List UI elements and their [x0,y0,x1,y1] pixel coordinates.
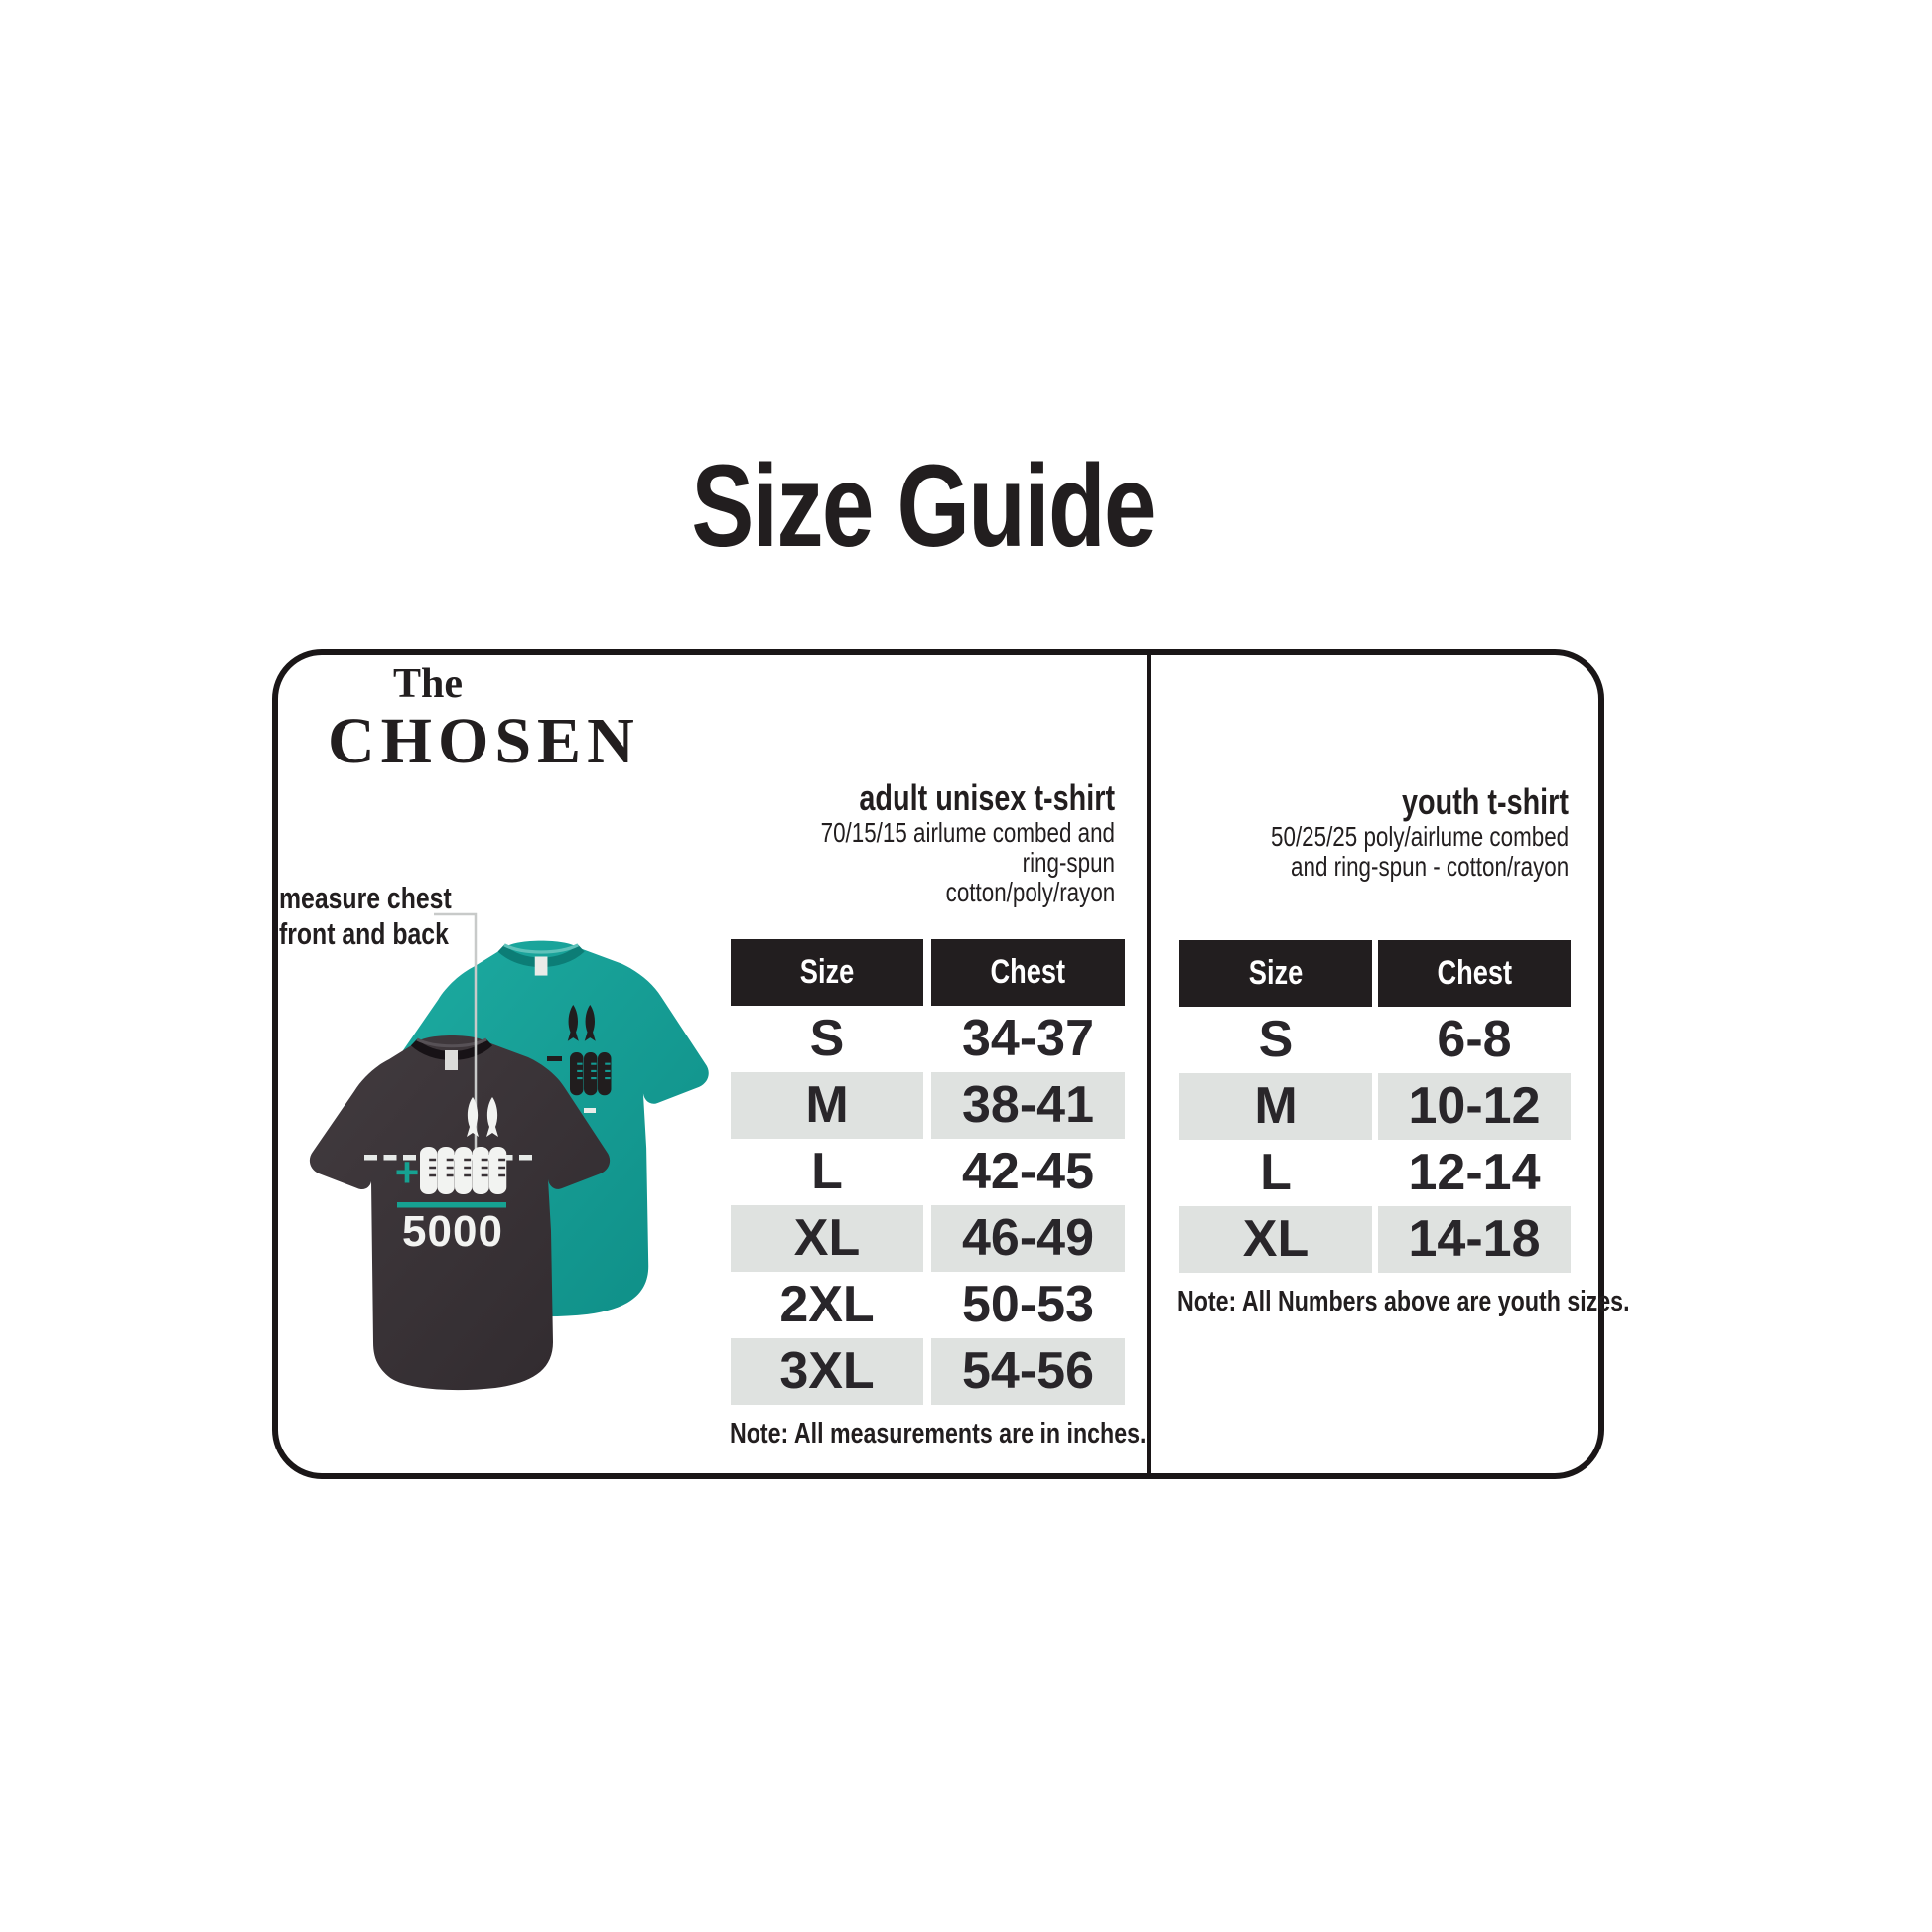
size-cell: M [1179,1073,1372,1140]
adult-section-heading [695,778,1115,907]
adult-size-table [731,939,1125,1405]
loaf-icon [420,1147,437,1194]
table-row [731,1006,1125,1072]
chest-cell: 10-12 [1378,1073,1571,1140]
teal-neck-tag [535,956,548,975]
chest-cell: 46-49 [931,1205,1125,1272]
table-row [1179,1007,1571,1073]
table-row [1179,1206,1571,1273]
size-cell: S [809,1010,845,1067]
size-cell: L [1260,1144,1292,1201]
size-cell: 3XL [731,1338,923,1405]
panel-divider [1147,653,1151,1475]
youth-table-note: Note: All Numbers above are youth sizes. [1177,1286,1630,1317]
table-row [731,1272,1125,1338]
size-column-header: Size [731,939,923,1006]
table-row [731,1072,1125,1139]
loaf-icon [489,1147,506,1194]
size-cell: XL [731,1205,923,1272]
five-thousand-label: 5000 [402,1207,503,1256]
chest-cell: 14-18 [1378,1206,1571,1273]
youth-title: youth t-shirt [1402,781,1569,822]
adult-table-note: Note: All measurements are in inches. [730,1418,1147,1449]
youth-subtitle-line1: 50/25/25 poly/airlume combed [1270,821,1569,852]
measure-chest-line2: front and back [279,916,449,951]
size-column-header: Size [1179,940,1372,1007]
measure-chest-line1: measure chest [279,881,452,915]
brand-logo [328,661,655,777]
brand-logo-line2: CHOSEN [328,705,640,777]
youth-section-heading [1152,782,1569,882]
table-row [731,1338,1125,1405]
chest-column-header: Chest [931,939,1125,1006]
adult-subtitle-line1: 70/15/15 airlume combed and ring-spun [820,817,1115,878]
chest-column-header: Chest [1378,940,1571,1007]
adult-title: adult unisex t-shirt [859,777,1115,818]
table-row [731,1139,1125,1205]
loaf-icon [455,1147,472,1194]
page-title-wrap [0,439,1847,574]
chest-cell: 54-56 [931,1338,1125,1405]
loaf-icon [584,1052,598,1095]
chest-cell: 34-37 [962,1010,1094,1067]
chest-cell: 50-53 [962,1276,1094,1333]
adult-subtitle-line2: cotton/poly/rayon [945,877,1115,907]
loaf-icon [598,1052,612,1095]
table-header-row [731,939,1125,1006]
brand-logo-line1: The [393,661,464,707]
size-cell: 2XL [779,1276,875,1333]
table-row [1179,1140,1571,1206]
size-cell: M [731,1072,923,1139]
size-cell: L [811,1143,843,1200]
loaf-icon [570,1052,584,1095]
chest-cell: 12-14 [1408,1144,1541,1201]
table-header-row [1179,940,1571,1007]
loaf-icon [473,1147,489,1194]
size-cell: XL [1179,1206,1372,1273]
table-row [731,1205,1125,1272]
plus-sign: + [394,1149,420,1195]
youth-size-table [1179,940,1571,1273]
page-title: Size Guide [691,441,1156,572]
youth-subtitle-line2: and ring-spun - cotton/rayon [1290,851,1569,882]
loaf-icon [438,1147,455,1194]
chest-cell: 6-8 [1437,1011,1512,1068]
table-row [1179,1073,1571,1140]
chest-cell: 38-41 [931,1072,1125,1139]
size-cell: S [1258,1011,1294,1068]
chest-cell: 42-45 [962,1143,1094,1200]
dark-neck-tag [445,1050,458,1070]
tshirts-illustration [268,894,735,1449]
